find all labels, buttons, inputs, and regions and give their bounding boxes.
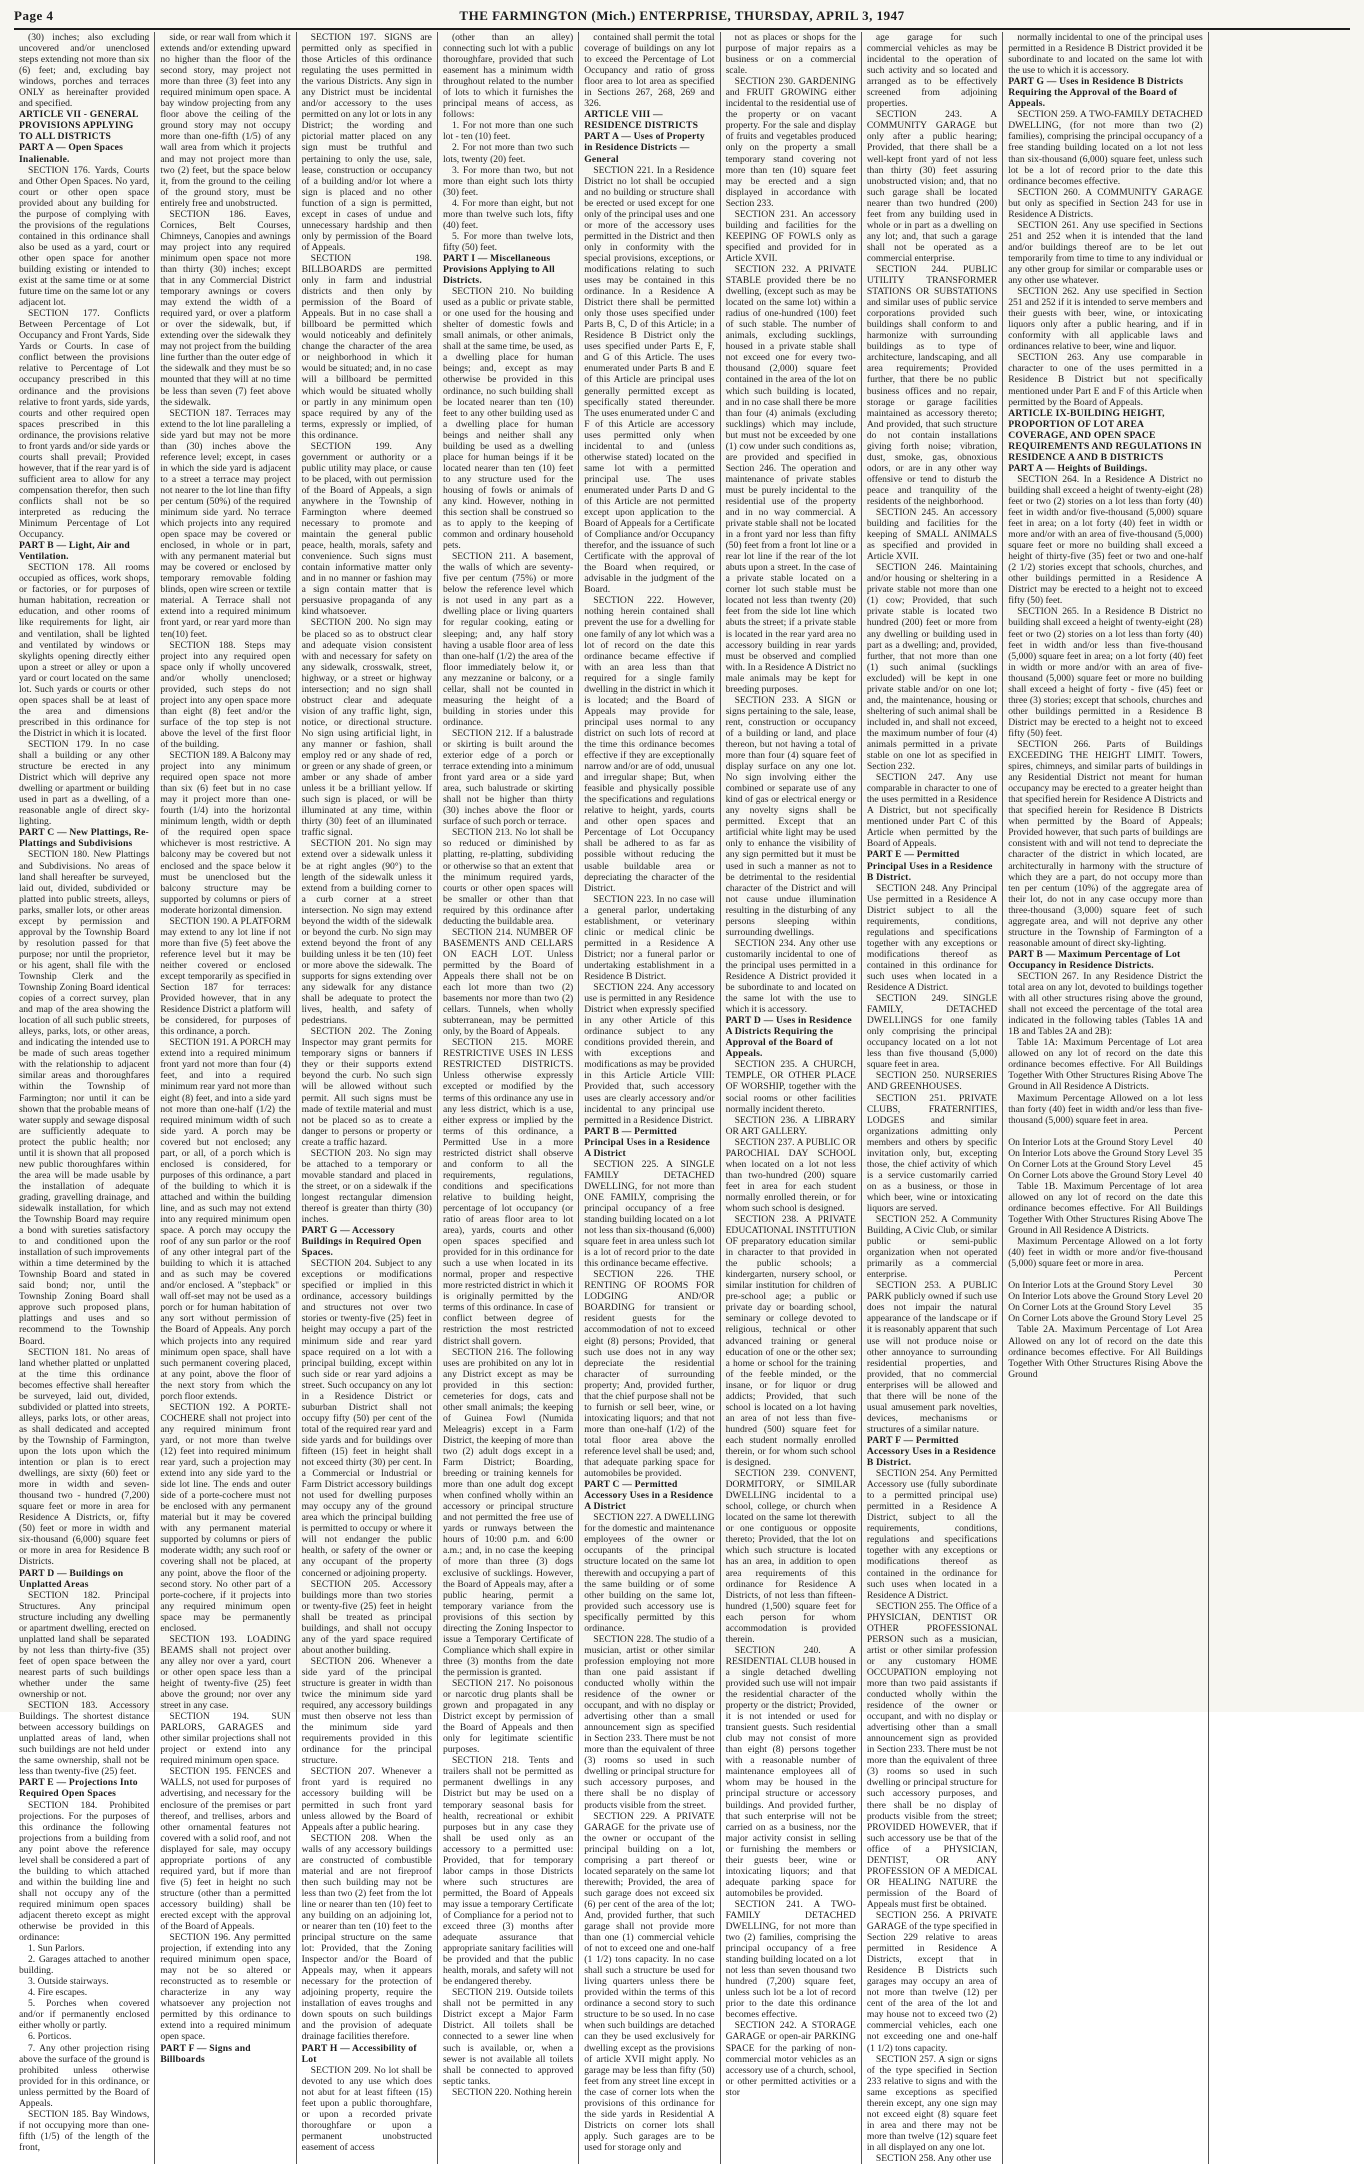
paragraph: SECTION 260. A COMMUNITY GARAGE but only as specified in Section 243 for use in Residence A Districts. [1008,186,1203,220]
paragraph: SECTION 177. Conflicts Between Percentage of Lot Occupancy and Front Yards, Side Yards or Courts. In case of conflict between the provisions relative to Percentage of Lot occupancy prescribed in this ordinance and the provisions relative to front yards, side yards, courts and other required open spaces prescribed in this ordinance, the provisions relative to front yards and/or side yards or courts shall prevail; Provided however, that if the rear yard is of sufficient area to allow for any compensation therefor, then such conflicts shall not be so interpreted as reducing the Minimum Percentage of Lot Occupancy. [19,308,150,541]
section-heading: PART B — Light, Air and Ventilation. [19,540,130,563]
paragraph: SECTION 255. The Office of a PHYSICIAN, DENTIST OR OTHER PROFESSIONAL PERSON such as a musician, artist or other similar profession or any customary HOME OCCUPATION employing not more than two paid assistants if conducted wholly within the residence of the owner or occupant, and with no display or advertising other than a small announcement sign as provided in Section 233. There must be not more than the equivalent of three (3) rooms so used in such dwelling or principal structure for such accessory purposes, and there shall be no display of products visible from the street; PROVIDED HOWEVER, that if such accessory use be that of the office of a PHYSICIAN, DENTIST, OR ANY PROFESSION OF A MEDICAL OR HEALING NATURE the permission of the Board of Appeals must first be obtained. [866,1600,998,1910]
table-row-value: 25 [1193,1313,1203,1325]
paragraph: SECTION 251. PRIVATE CLUBS, FRATERNITIES, LODGES and similar organizations admitting only members and others by specific invitation only, but, excepting those, the chief activity of which is a service customarily carried on as a business, or those in which beer, wine or intoxicating liquors are served. [866,1092,998,1214]
paragraph: SECTION 193. LOADING BEAMS shall not project over any alley nor over a yard, court or other open space less than a height of twenty-five (25) feet above the ground; nor over any street in any case. [160,1633,291,1712]
section-heading: PART A — Open Spaces Inalienable. [19,142,124,165]
table-row [1008,1291,1203,1302]
table-row [1008,1170,1203,1181]
paragraph: SECTION 228. The studio of a musician, artist or other similar profession employing not more than one paid assistant if conducted wholly within the residence of the owner or occupant, and with no display or advertising other than a small announcement sign as specified in Section 233. There must be not more than the equivalent of three (3) rooms so used in such dwelling or principal structure for such accessory purposes, and there shall be no display of products visible from the street. [584,1633,715,1811]
table-row [1008,1280,1203,1291]
table-row-label: On Interior Lots at the Ground Story Level [1008,1280,1174,1292]
paragraph: SECTION 192. A PORTE-COCHERE shall not project into any required minimum front yard, or not more than twelve (12) feet into required minimum rear yard, such a projection may extend into any side yard to the side lot line. The ends and outer side of a porte-cochere must not be enclosed with any permanent material but it may be covered with any permanent material supported by columns or piers of moderate width; any such roof or covering shall not be placed, at any point, above the floor of the second story. No other part of a porte-cochere, if it projects into any required minimum open space may be permanently enclosed. [160,1401,291,1634]
paragraph: SECTION 176. Yards, Courts and Other Open Spaces. No yard, court or other open space provided about any building for the purpose of complying with the provisions of the regulations contained in this ordinance shall also be used as a yard, court or other open space for another building existing or intended to exist at the same time or at some future time on the same lot or any adjacent lot. [19,164,150,309]
paragraph: SECTION 233. A SIGN or signs pertaining to the sale, lease, rent, construction or occupancy of a building or land, and place thereon, but not having a total of more than four (4) square feet of display surface on any one lot. No sign involving either the combined or separate use of any kind of gas or electrical energy or any novelty signs shall be permitted. Except that an artificial white light may be used only to enhance the visibility of any sign permitted but it must be used in such a manner as not to be detrimental to the residential character of the District and will not cause undue illumination resulting in the disturbing of any persons sleeping within surrounding dwellings. [725,694,856,938]
table-row [1008,1313,1203,1324]
paragraph: Maximum Percentage Allowed on a lot forty (40) feet in width or more and/or five-thousand (5,000) square feet or more in area. [1008,1236,1203,1270]
section-heading: PART B — Permitted Principal Uses in a Residence A District [584,1125,710,1159]
paragraph: SECTION 202. The Zoning Inspector may grant permits for temporary signs or banners if they or their supports extend beyond the curb. No such sign will be allowed without such permit. All such signs must be made of textile material and must not be placed so as to create a danger to persons or property or create a traffic hazard. [301,1026,432,1148]
table-column-title: Percent [1173,1125,1203,1137]
column-7 [862,32,1003,2164]
paragraph: SECTION 234. Any other use customarily incidental to one of the principal uses permitted in a Residence A District provided it be subordinate to and located on the same lot with the use to which it is accessory. [725,937,856,1016]
table-row-value: 35 [1193,1147,1203,1159]
section-heading: ARTICLE VIII — RESIDENCE DISTRICTS [584,109,699,132]
paragraph: SECTION 190. A PLATFORM may extend to any lot line if not more than five (5) feet above the reference level but it may be neither covered or enclosed except temporarily as specified in Section 187 for terraces: Provided however, that in any Residence District a platform will be considered, for purposes of this ordinance, a porch. [160,915,291,1038]
table-row [1008,1148,1203,1159]
section-heading: PART G — Uses in Residence B Districts Requiring the Approval of the Board of Appeals. [1008,76,1184,110]
paragraph: SECTION 189. A Balcony may project into any minimum required open space not more than six (6) feet but in no case may it project more than one-fourth (1/4) into the horizontal minimum length, width or depth of the required open space whichever is most restrictive. A balcony may be covered but not enclosed and the space below it must be unenclosed but the balcony structure may be supported by columns or piers of moderate horizontal dimension. [160,750,291,916]
section-heading: PART G — Accessory Buildings in Required Open Spaces. [301,1225,422,1259]
paragraph: SECTION 264. In a Residence A District no building shall exceed a height of twenty-eight (28) feet or two (2) stories on a lot less than forty (40) feet in width and/or five-thousand (5,000) square feet in area; on a lot forty (40) feet in width or more and/or with an area of five-thousand (5,000) square feet or more no building shall exceed a height of thirty-five (35) feet or two and one-half (2 1/2) stories except that schools, churches, and other buildings permitted in a Residence A District may be erected to a height not to exceed fifty (50) feet. [1008,473,1203,607]
paragraph: SECTION 256. A PRIVATE GARAGE of the type specified in Section 229 relative to areas permitted in Residence A Districts, except that in Residence B Districts such garages may occupy an area of not more than twelve (12) per cent of the area of the lot and may house not to exceed two (2) commercial vehicles, each one not exceeding one and one-half (1 1/2) tons capacity. [866,1909,998,2054]
column-8 [1003,32,1209,2164]
paragraph: SECTION 254. Any Permitted Accessory use (fully subordinate to a permitted principal use) permitted in a Residence A District, subject to all the requirements, conditions, regulations and specifications together with any exceptions or modifications thereof as contained in the ordinance for such uses when located in a Residence A District. [866,1468,998,1601]
paragraph: 5. For more than twelve lots, fifty (50) feet. [442,230,574,253]
table-row-label: On Corner Lots at the Ground Story Level [1008,1302,1171,1314]
column-3 [297,32,438,2164]
paragraph: 7. Any other projection rising above the surface of the ground is prohibited unless otherwise provided for in this ordinance, or unless permitted by the Board of Appeals. [19,2042,150,2109]
table-row-value: 40 [1193,1169,1203,1181]
paragraph: SECTION 218. Tents and trailers shall not be permitted as permanent dwellings in any District but may be used on a temporary seasonal basis for health, recreational or exhibit purposes but in any case they shall be used only as an accessory to a permitted use: Provided, that for temporary labor camps in those Districts where such structures are permitted, the Board of Appeals may issue a temporary Certificate of Compliance for a period not to exceed three (3) months after adequate assurance that appropriate sanitary facilities will be provided and that the public health, morals, and safety will not be endangered thereby. [442,1755,574,1988]
paragraph: SECTION 258. Any other use [875,2153,992,2164]
table-row-value: 35 [1193,1302,1203,1314]
paragraph: Table 2A. Maximum Percentage of Lot Area Allowed on any lot of record on the date this ordinance becomes effective. For All Buildings Together With Other Structures Rising Above the Ground [1008,1324,1203,1380]
paragraph: SECTION 222. However, nothing herein contained shall prevent the use for a dwelling for one family of any lot which was a lot of record on the date this ordinance became effective if with an area less than that required for a single family dwelling in the district in which it is located; and the Board of Appeals may provide for principal uses normal to any district on such lots of record at the time this ordinance becomes effective if they are exceptionally narrow and/or are of odd, unusual and irregular shape; But, when feasible and physically possible the specifications and regulations relative to height, yards, courts and other open spaces and Percentage of Lot Occupancy shall be adhered to as far as possible without reducing the usable buildable area or depreciating the character of the District. [584,595,715,894]
table-row-label: On Corner Lots at the Ground Story Level [1008,1158,1171,1170]
dateline: THE FARMINGTON (Mich.) ENTERPRISE, THURSDAY, APRIL 3, 1947 [459,8,905,23]
column-6 [721,32,862,2164]
paragraph: SECTION 257. A sign or signs of the type specified in Section 233 relative to signs and with the same exceptions as specified therein except, any one sign may not exceed eight (8) square feet in area and there may not be more than twelve (12) square feet in all displayed on any one lot. [866,2053,998,2153]
paragraph: SECTION 215. MORE RESTRICTIVE USES IN LESS RESTRICTED DISTRICTS. Unless otherwise expressly excepted or modified by the terms of this ordinance any use in any less district, which is a use, either express or implied by the terms of this ordinance, a Permitted Use in a more restricted district shall observe and conform to all the requirements, regulations, conditions and specifications relative to building height, percentage of lot occupancy (or ratio of areas floor area to lot area), yards, courts and other open spaces specified and provided for in this ordinance for such a use when located in its normal, proper and respective more restricted district in which it is originally permitted by the terms of this ordinance. In case of conflict between degree of restriction the most restricted district shall govern. [442,1037,574,1347]
paragraph: SECTION 231. An accessory building and facilities for the KEEPING OF FOWLS only as specified and provided for in Article XVII. [725,208,856,264]
paragraph: side, or rear wall from which it extends and/or extending upward no higher than the floor of the second story, may project not more than three (3) feet into any required minimum open space. A bay window projecting from any floor above the ceiling of the ground story may not occupy more than one-fifth (1/5) of any wall area from which it projects and may not project more than two (2) feet, but the space below it, from the ground to the ceiling of the ground story, must be entirely free and unobstructed. [160,32,291,209]
paragraph: 3. Outside stairways. [28,1976,109,1988]
paragraph: SECTION 244. PUBLIC UTILITY TRANSFORMER STATIONS OR SUBSTATIONS and similar uses of public service corporations provided such buildings shall conform to and harmonize with surrounding buildings as to type of architecture, landscaping, and all area requirements; Provided further, that there be no public business offices and no repair, storage or garage facilities maintained as accessory thereto; And provided, that such structure do not contain installations giving forth noise; vibration, dust, smoke, gas, obnoxious odors, or are in any other way offensive or tend to disturb the peace and tranquility of the residents of the neighborhood. [866,263,998,507]
paragraph: SECTION 223. In no case will a general parlor, undertaking establishment, or veterinary clinic or medical clinic be permitted in a Residence A District; nor a funeral parlor or undertaking establishment in a Residence B District. [584,893,715,982]
paragraph: SECTION 220. Nothing herein [451,2086,572,2098]
paragraph: SECTION 243. A COMMUNITY GARAGE but only after a public hearing; Provided, that there shall be a well-kept front yard of not less than thirty (30) feet assuring unobstructed vision; and, that no such garage shall be located nearer than two hundred (200) feet from any building used in whole or in part as a dwelling on any lot; and, that such a garage shall not be operated as a commercial enterprise. [866,109,998,264]
paragraph: SECTION 181. No areas of land whether platted or unplatted at the time this ordinance becomes effective shall hereafter be surveyed, laid out, divided, subdivided or platted into streets, alleys, parks lots, or other areas, as shall dedicated and accepted by the Township of Farmington, upon the lots upon which the intention or plan is to erect dwellings, are sixty (60) feet or more in width and seven-thousand two - hundred (7,200) square feet or more in area for Residence A Districts, or, fifty (50) feet or more in width and six-thousand (6,000) square feet or more in area for Residence B Districts. [19,1346,150,1568]
section-heading: PART I — Miscellaneous Provisions Applying to All Districts. [442,252,555,287]
paragraph: SECTION 266. Parts of Buildings EXCEEDING THE HEIGHT LIMIT. Towers, spires, chimneys, and similar parts of buildings in any Residential District not meant for human occupancy may be erected to a greater height than that specified herein for Residence A Districts and that specified herein for Residence B Districts when permitted by the Board of Appeals; Provided however, that such parts of buildings are consistent with and will not tend to depreciate the character of the district in which located, are architecturally in harmony with the structure of which they are a part, do not occupy more than ten per centum (10%) of the aggregate area of their lot, do not in any case occupy more than three-thousand (3,000) square feet of such aggregate area, and will not deprive any other structure in the Township of Farmington of a reasonable amount of direct sky-lighting. [1008,739,1203,949]
paragraph: SECTION 240. A RESIDENTIAL CLUB housed in a single detached dwelling provided such use will not impair the residential character of the property or the district; Provided, it is not intended or used for transient guests. Such residential club may not consist of more than eight (8) persons together with a reasonable number of maintenance employees all of whom may be housed in the principal structure or accessory buildings. And provided further, that such enterprise will not be carried on as a business, nor the major activity consist in selling or furnishing the members or their guests beer, wine or intoxicating liquors; and that adequate parking space for automobiles be provided. [725,1644,856,1899]
paragraph: 2. Garages attached to another building. [19,1954,150,1977]
paragraph: 4. Fire escapes. [28,1987,88,1999]
paragraph: 4. For more than eight, but not more than twelve such lots, fifty (40) feet. [442,197,574,231]
paragraph: SECTION 227. A DWELLING for the domestic and maintenance employees of the owner or occupants of the principal structure located on the same lot therewith and occupying a part of the same building or of some other building on the same lot, provided such accessory use is specifically permitted by this ordinance. [584,1512,715,1634]
paragraph: SECTION 262. Any use specified in Section 251 and 252 if it is intended to serve members and their guests with beer, wine, or intoxicating liquors only after a public hearing, and if in conformity with all applicable laws and ordinances relative to beer, wine and liquor. [1008,286,1203,353]
table-row-label: On Interior Lots above the Ground Story Level [1008,1147,1190,1159]
paragraph: 6. Porticos. [28,2031,72,2043]
section-heading: PART F — Permitted Accessory Uses in a Residence B District. [866,1434,996,1469]
paragraph: SECTION 195. FENCES and WALLS, not used for purposes of advertising, and necessary for the enclosure of the premises or part thereof, and trellises, arbors and other ornamental features not covered with a solid roof, and not displayed for sale, may occupy appropriate portions of any required yard, but if more than five (5) feet in height no such structure (other than a permitted accessory building) shall be erected except with the approval of the Board of Appeals. [160,1766,291,1933]
paragraph: 1. For not more than one such lot - ten (10) feet. [442,120,574,143]
paragraph: 1. Sun Parlors. [28,1943,85,1955]
paragraph: 2. For not more than two such lots, twenty (20) feet. [442,142,574,165]
table-row-value: 30 [1193,1280,1203,1292]
paragraph: SECTION 216. The following uses are prohibited on any lot in any District except as may be provided in this section: cemeteries for dogs, cats and other small animals; the keeping of Guinea Fowl (Numida Meleagris) except in a Farm District, the keeping of more than two (2) adult dogs except in a Farm District; Boarding, breeding or training kennels for more than one adult dog except when confined wholly within an accessory or principal structure and not permitted the free use of yards or runways between the hours of 10:00 p.m. and 6:00 a.m.; and, in no case the keeping of more than three (3) dogs exclusive of sucklings. However, the Board of Appeals may, after a public hearing, permit a temporary variance from the provisions of this section by directing the Zoning Inspector to issue a Temporary Certificate of Compliance which shall expire in three (3) months from the date the permission is granted. [442,1346,574,1678]
paragraph: SECTION 242. A STORAGE GARAGE or open-air PARKING SPACE for the parking of non-commercial motor vehicles as an accessory use of a church, school, or other permitted activities or a stor [725,2020,856,2098]
paragraph: SECTION 253. A PUBLIC PARK publicly owned if such use does not impair the natural appearance of the landscape or if it is reasonably apparent that such use will not produce noise or other annoyance to surrounding residential properties, and provided, that no commercial enterprises will be allowed and that there will be none of the usual amusement park novelties, devices, mechanisms or structures of a similar nature. [866,1280,998,1435]
paragraph: SECTION 252. A Community Building, A Civic Club, or similar public or semi-public organization when not operated primarily as a commercial enterprise. [866,1214,998,1281]
masthead [14,6,1350,30]
section-heading: PART A — Uses of Property in Residence Districts — General [584,131,705,165]
paragraph: age garage for such commercial vehicles as may be incidental to the operation of such activity and so located and arranged as to be effectively screened from adjoining properties. [866,32,998,110]
table-row [1008,1302,1203,1313]
paragraph: SECTION 210. No building used as a public or private stable, or one used for the housing and shelter of domestic fowls and small animals, or other animals, shall at the same time, be used, as a dwelling place for human beings; and, except as may otherwise be provided in this ordinance, no such building shall be located nearer than ten (10) feet to any other building used as a dwelling place for human beings and neither shall any building be used as a dwelling place for human beings if it be located nearer than ten (10) feet to any structure used for the housing of fowls or animals of any kind. However, nothing in this section shall be construed so as to apply to the keeping of common and ordinary household pets. [442,286,574,552]
column-2 [155,32,296,2164]
table-row-value: 45 [1193,1158,1203,1170]
paragraph: Maximum Percentage Allowed on a lot less than forty (40) feet in width and/or less than five-thousand (5,000) square feet in area. [1008,1092,1203,1126]
paragraph: SECTION 178. All rooms occupied as offices, work shops, or factories, or for purposes of human habitation, recreation or education, and other rooms of like requirements for light, air and ventilation, shall be lighted and ventilated by windows or skylights opening directly either upon a street or alley or upon a yard or court located on the same lot. Such yards or courts or other open spaces shall be at least of the area and dimensions prescribed in this ordinance for the District in which it is located. [19,562,150,739]
table-row-value: 40 [1193,1136,1203,1148]
section-heading: PART D — Buildings on Unplatted Areas [19,1567,124,1590]
paragraph: SECTION 198. BILLBOARDS are permitted only in farm and industrial districts and then only by permission of the Board of Appeals. But in no case shall a billboard be permitted which would noticeably and definitely change the character of the area or neighborhood in which it would be situated; and, in no case will a billboard be permitted which would be situated wholly or partly in any minimum open space required by any of the terms, expressly or implied, of this ordinance. [301,252,432,441]
table-row-label: On Corner Lots above the Ground Story Level [1008,1169,1187,1181]
section-heading: ARTICLE IX-BUILDING HEIGHT, PROPORTION OF LOT AREA COVERAGE, AND OPEN SPACE REQUIREMENTS AND REGULATIONS IN RESIDENCE A AND B DISTRICTS [1008,407,1202,463]
paragraph: SECTION 208. When the walls of any accessory buildings are constructed of combustible material and are not fireproof then such building may not be less than two (2) feet from the lot line or nearer than ten (10) feet to any building on an adjoining lot, or nearer than ten (10) feet to the principal structure on the same lot: Provided, that the Zoning Inspector and/or the Board of Appeals may, when it appears necessary for the protection of adjoining property, require the installation of eaves troughs and down spouts on such buildings and the provision of adequate drainage facilities therefore. [301,1832,432,2043]
paragraph: (other than an alley) connecting such lot with a public thoroughfare, provided that such easement has a minimum width throughout related to the number of lots to which it furnishes the principal means of access, as follows: [442,32,574,121]
table-row-label: On Corner Lots above the Ground Story Level [1008,1313,1187,1325]
paragraph: SECTION 184. Prohibited projections. For the purposes of this ordinance the following projections from a building from any point above the reference level shall be considered a part of the building to which attached and within the building line and shall not occupy any of the required minimum open spaces adjacent thereto except as might otherwise be provided in this ordinance: [19,1799,150,1944]
paragraph: SECTION 197. SIGNS are permitted only as specified in those Articles of this ordinance regulating the uses permitted in the various Districts. Any sign in any District must be incidental and/or accessory to the uses permitted on any lot or lots in any District; the wording and pictorial matter placed on any sign must be truthful and pertaining to only the use, sale, lease, construction or occupancy of a building and/or lot where a sign is placed and no other function of a sign is permitted, except in cases of undue and unnecessary hardship and then only by permission of the Board of Appeals. [301,32,432,253]
paragraph: SECTION 221. In a Residence District no lot shall be occupied and no building or structure shall be erected or used except for one only of the principal uses and one or more of the accessory uses permitted in the District and then only in conformity with the special provisions, exceptions, or modifications relating to such uses may be contained in this ordinance. In a Residence A District there shall be permitted only those uses specified under Parts B, C, D of this Article; in a Residence B District only the uses specified under Parts E, F, and G of this Article. The uses enumerated under Parts B and E of this Article are principal uses generally permitted except as specifically stated thereunder. The uses enumerated under C and F of this Article are accessory uses permitted only when incidental to and (unless otherwise stated) located on the same lot with a permitted principal use. The uses enumerated under Parts D and G of this Article are not permitted except upon application to the Board of Appeals for a Certificate of Compliance and/or Occupancy therefor, and the issuance of such Certificate with the approval of the Board when required, or advisable in the judgment of the Board. [584,164,715,596]
paragraph: SECTION 182. Principal Structures. Any principal structure including any dwelling or apartment dwelling, erected on unplatted land shall be separated by not less than thirty-five (35) feet of open space between the nearest parts of such buildings whether under the same ownership or not. [19,1589,150,1701]
paragraph: SECTION 238. A PRIVATE EDUCATIONAL INSTITUTION OF preparatory education similar in character to that provided in the public schools; a kindergarten, nursery school, or similar institution for children of pre-school age; a public or private day or boarding school, seminary or college devoted to religious, technical or other advanced training or general education of one or the other sex; a home or school for the training of the feeble minded, or the insane, or for liquor or drug addicts; Provided, that such school is located on a lot having an area of not less than five-hundred (500) square feet for each student normally enrolled therein, or for whom such school is designed. [725,1214,856,1469]
paragraph: SECTION 259. A TWO-FAMILY DETACHED DWELLING, (for not more than two (2) families), comprising the principal occupancy of a free standing building located on a lot not less than six-thousand (6,000) square feet, unless such lot be a lot of record prior to the date this ordinance becomes effective. [1008,109,1203,187]
paragraph: SECTION 209. No lot shall be devoted to any use which does not abut for at least fifteen (15) feet upon a public thoroughfare, or upon a recorded private thoroughfare or upon a permanent unobstructed easement of access [301,2064,432,2153]
paragraph: SECTION 187. Terraces may extend to the lot line paralleling a side yard but may not be more than (30) inches above the reference level; except, in cases in which the side yard is adjacent to a street a terrace may project not nearer to the lot line than fifty per centum (50%) of the required minimum side yard. No terrace which projects into any required open space may be covered or enclosed, in whole or in part, with any permanent material but may be covered or enclosed by temporary removable folding blinds, open wire screen or textile material. A Terrace shall not extend into a required minimum front yard, or rear yard more than ten(10) feet. [160,407,291,640]
column-4 [438,32,579,2164]
section-heading: PART H — Accessibility of Lot [301,2042,417,2065]
paragraph: SECTION 226. THE RENTING OF ROOMS FOR LODGING AND/OR BOARDING for transient or resident guests for the accommodation of not to exceed eight (8) persons; Provided, that such use does not in any way depreciate the residential character of surrounding property; And, provided further, that the chief purpose shall not be to furnish or sell beer, wine, or intoxicating liquors; and that not more than one-half (1/2) of the total floor area above the reference level shall be used; and, that adequate parking space for automobiles be provided. [584,1269,715,1480]
paragraph: SECTION 217. No poisonous or narcotic drug plants shall be grown and propagated in any District except by permission of the Board of Appeals and then only for legitimate scientific purposes. [442,1677,574,1756]
page-number: Page 4 [14,8,54,23]
paragraph: SECTION 213. No lot shall be so reduced or diminished by platting, re-platting, subdividing or otherwise so that an extent that the minimum required yards, courts or other open spaces will be smaller or other than that required by this ordinance after deducting the buildable area. [442,827,574,927]
section-heading: ARTICLE VII - GENERAL PROVISIONS APPLYING TO ALL DISTRICTS [19,109,139,143]
paragraph: SECTION 207. Whenever a front yard is required no accessory building will be permitted in such front yard unless allowed by the Board of Appeals after a public hearing. [301,1766,432,1833]
column-9 [1209,32,1350,2164]
paragraph: SECTION 206. Whenever a side yard of the principal structure is greater in width than twice the minimum side yard required, any accessory buildings must then observe not less than the minimum side yard requirements provided in this ordinance for the principal structure. [301,1655,432,1767]
paragraph: SECTION 236. A LIBRARY OR ART GALLERY. [725,1114,856,1137]
paragraph: normally incidental to one of the principal uses permitted in a Residence B District provided it be subordinate to and located on the same lot with the use to which it is accessory. [1008,32,1203,77]
table-row-value: 20 [1193,1291,1203,1303]
paragraph: SECTION 241. A TWO-FAMILY DETACHED DWELLING, for not more than two (2) families, comprising the principal occupancy of a free standing building located on a lot not less than seven thousand two hundred (7,200) square feet, unless such lot be a lot of record prior to the date this ordinance becomes effective. [725,1898,856,2021]
paragraph: SECTION 201. No sign may extend over a sidewalk unless it be at right angles (90°) to the length of the sidewalk unless it extend from a building corner to a curb corner at a street intersection. No sign may extend beyond the width of the sidewalk or beyond the curb. No sign may extend beyond the front of any building unless it be ten (10) feet or more above the sidewalk. The supports for signs extending over any sidewalk for any distance shall be adequate to protect the lives, health, and safety of pedestrians. [301,838,432,1027]
text-columns [14,32,1350,2164]
paragraph: SECTION 239. CONVENT, DORMITORY, or SIMILAR DWELLING incidental to a school, college, or church when located on the same lot therewith or one contiguous or opposite thereto; Provided, that the lot on which such structure is located has an area, in addition to open area requirements of this ordinance for Residence A Districts, of not less than fifteen-hundred (1,500) square feet for each person for whom accommodation is provided therein. [725,1468,856,1645]
paragraph: SECTION 263. Any use comparable in character to one of the uses permitted in a Residence B District but not specifically mentioned under Part E and F of this Article when permitted by the Board of Appeals. [1008,352,1203,408]
paragraph: SECTION 248. Any Principal Use permitted in a Residence A District subject to all the requirements, conditions, regulations and specifications together with any exceptions or modifications thereof as contained in this ordinance for such uses when located in a Residence A District. [866,882,998,994]
paragraph: SECTION 250. NURSERIES AND GREENHOUSES. [866,1070,998,1093]
paragraph: SECTION 194. SUN PARLORS, GARAGES and other similar projections shall not project or extend into any required minimum open space. [160,1711,291,1767]
paragraph: 5. Porches when covered and/or if permanently enclosed either wholly or partly. [19,1998,150,2032]
paragraph: contained shall permit the total coverage of buildings on any lot to exceed the Percentage of Lot Occupancy and ratio of gross floor area to lot area as specified in Sections 267, 268, 269 and 326. [584,32,715,110]
table-row [1008,1137,1203,1148]
column-1 [14,32,155,2164]
paragraph: SECTION 186. Eaves, Cornices, Belt Courses, Chimneys, Canopies and awnings may project into any required minimum open space not more than thirty (30) inches; except that in any Commercial District temporary awnings or covers may extend the width of a required yard, or over a platform or over the sidewalk, but, if extending over the sidewalk they may not project from the building line further than the outer edge of the sidewalk and they must be so mounted that they will at no time be less than seven (7) feet above the sidewalk. [160,208,291,408]
paragraph: SECTION 247. Any use comparable in character to one of the uses permitted in a Residence A District, but not specifically mentioned under Part C of this Article when permitted by the Board of Appeals. [866,772,998,850]
section-heading: PART C — New Plattings, Re-Plattings and Subdivisions [19,827,149,850]
paragraph: SECTION 200. No sign may be placed so as to obstruct clear and adequate vision consistent with and necessary for safety on any sidewalk, crosswalk, street, highway, or a street or highway intersection; and no sign shall obstruct clear and adequate vision of any traffic light, sign, notice, or directional structure. No sign using artificial light, in any manner or fashion, shall employ red or any shade of red, or green or any shade of green, or amber or any shade of amber unless it be a brilliant yellow. If such sign is placed, or will be illuminated at any time, within thirty (30) feet of an illuminated traffic signal. [301,617,432,839]
paragraph: SECTION 188. Steps may project into any required open space only if wholly uncovered and/or wholly unenclosed; provided, such steps do not project into any open space more than eight (8) feet and/or the surface of the top step is not above the level of the first floor of the building. [160,639,291,750]
paragraph: SECTION 205. Accessory buildings more than two stories or twenty-five (25) feet in height shall be treated as principal buildings, and shall not occupy any of the yard space required about another building. [301,1578,432,1656]
paragraph: SECTION 267. In any Residence District the total area on any lot, devoted to buildings together with all other structures rising above the ground, shall not exceed the percentage of the total area indicated in the following tables (Tables 1A and 1B and Tables 2A and 2B): [1008,970,1203,1038]
paragraph: SECTION 246. Maintaining and/or housing or sheltering in a private stable not more than one (1) cow; Provided, that such private stable is located two hundred (200) feet or more from any dwelling or building used in part as a dwelling; and, provided, further, that not more than one (1) such animal (sucklings excluded) will be kept in one private stable and/or on one lot; and, the maintenance, housing or sheltering of such animal shall be included in, and shall not exceed, the maximum number of four (4) animals permitted in a private stable on one lot as specified in Section 232. [866,562,998,773]
section-heading: PART C — Permitted Accessory Uses in a Residence A District [584,1479,714,1513]
section-heading: PART A — Heights of Buildings. [1008,462,1148,474]
paragraph: Table 1B. Maximum Percentage of lot area allowed on any lot of record on the date this ordinance becomes effective. For All Buildings Together With Other Structures Rising Above The Ground in All Residence A Districts. [1008,1180,1203,1237]
paragraph: SECTION 185. Bay Windows, if not occupying more than one-fifth (1/5) of the length of the front, [19,2108,150,2153]
paragraph: SECTION 237. A PUBLIC OR PAROCHIAL DAY SCHOOL when located on a lot not less than two-hundred (200) square feet in area for each student normally enrolled therein, or for whom such school is designed. [725,1136,856,1214]
paragraph: SECTION 261. Any use specified in Sections 251 and 252 when it is intended that the land and/or buildings thereof are to be let out temporarily from time to time to any individual or any other group for similar or comparable uses or any other use whatever. [1008,219,1203,287]
paragraph: 3. For more than two, but not more than eight such lots thirty (30) feet. [442,164,574,198]
section-heading: PART E — Projections Into Required Open Spaces [19,1777,138,1800]
paragraph: SECTION 214. NUMBER OF BASEMENTS AND CELLARS ON EACH LOT. Unless permitted by the Board of Appeals there shall not be on each lot more than two (2) basements nor more than two (2) cellars. Tunnels, when wholly subterranean, may be permitted only, by the Board of Appeals. [442,926,574,1038]
section-heading: PART F — Signs and Billboards [160,2042,251,2065]
table-row [1008,1159,1203,1170]
paragraph: SECTION 232. A PRIVATE STABLE provided there be no dwelling, (except such as may be located on the same lot) within a radius of one-hundred (100) feet of such stable. The number of animals, excluding sucklings, housed in a private stable shall not exceed one for every two-thousand (2,000) square feet contained in the area of the lot on which such building is located, and in no case shall there be more than four (4) animals (excluding sucklings) which may include, but must not be exceeded by one (1) cow under such conditions as, are provided and specified in Section 246. The operation and maintenance of private stables must be purely incidental to the residential use of the property and in no way commercial. A private stable shall not be located in a front yard nor less than fifty (50) feet from a front lot line or a rear lot line if the rear of the lot abuts upon a street. In the case of a private stable located on a corner lot such stable must be located not less than twenty (20) feet from the side lot line which abuts the street; if a private stable is located in the rear yard area no accessory building in rear yards must be observed and complied with. In a Residence A District no male animals may be kept for breeding purposes. [725,263,856,695]
paragraph: SECTION 235. A CHURCH, TEMPLE, OR OTHER PLACE OF WORSHIP, together with the social rooms or other facilities normally incident thereto. [725,1059,856,1115]
section-heading: PART D — Uses in Residence A Districts Requiring the Approval of the Board of Appeals. [725,1015,852,1060]
paragraph: SECTION 191. A PORCH may extend into a required minimum front yard not more than four (4) feet, and into a required minimum rear yard not more than eight (8) feet, and into a side yard not more than one-half (1/2) the required minimum width of such side yard. A porch may be covered but not enclosed; any part, or all, of a porch which is enclosed is considered, for purposes of this ordinance, a part of the building to which it is attached and within the building line, and as such may not extend into any required minimum open space. A porch may occupy the roof of any sun parlor or the roof of any other integral part of the building to which it is attached and as such may be covered and/or enclosed. A "stepback" or wall off-set may not be used as a porch or for human habitation of any sort without permission of the Board of Appeals. Any porch which projects into any required minimum open space, shall have such permanent covering placed, at any point, above the floor of the next story from which the porch floor extends. [160,1037,291,1402]
table-column-title: Percent [1173,1269,1203,1281]
paragraph: SECTION 199. Any government or authority or a public utility may place, or cause to be placed, with out permission of the Board of Appeals, a sign anywhere in the Township of Farmington where deemed necessary to promote and maintain the general public peace, health, morals, safety and convenience. Such signs must contain informative matter only and in no manner or fashion may a sign contain matter that is persuasive propaganda of any kind whatsoever. [301,440,432,618]
table-row-label: On Interior Lots above the Ground Story Level [1008,1291,1190,1303]
paragraph: SECTION 180. New Plattings and Subdivisions. No areas of land shall hereafter be surveyed, laid out, divided, subdivided or platted into public streets, alleys, parks, smaller lots, or other areas except by permission and approval by the Township Board by resolution passed for that purpose; nor until the proprietor, or his agent, shall file with the Township Clerk and the Township Zoning Board identical copies of a correct survey, plan and map of the area showing the location of all such public streets, alleys, parks, lots, or other areas, and indicating the intended use to be made of such areas together with the relationship to adjacent similar areas and thoroughfares within the Township of Farmington; nor until it can be shown that the probable means of water supply and sewage disposal are sufficiently adequate to protect the public health; nor until it is shown that all proposed new public thoroughfares within the area will be made usable by the installation of adequate grading, gravelling drainage, and sidewalk installation, for which the Township Board may require a bond with sureties satisfactory to and conditioned upon the installation of such improvements within a time determined by the Township Board and stated in said bond; nor, until the Township Zoning Board shall approve such proposed plans, plattings and uses and so recommend to the Township Board. [19,849,150,1347]
paragraph: SECTION 230. GARDENING and FRUIT GROWING either incidental to the residential use of the property or on vacant property. For the sale and display of fruits and vegetables produced only on the property a small temporary stand covering not more than ten (10) square feet may be erected and a sign displayed in accordance with Section 233. [725,76,856,209]
paragraph: SECTION 183. Accessory Buildings. The shortest distance between accessory buildings on unplatted areas of land, when such buildings are not held under the same ownership, shall not be less than twenty-five (25) feet. [19,1700,150,1778]
table-row-label: On Interior Lots at the Ground Story Level [1008,1136,1174,1148]
paragraph: SECTION 203. No sign may be attached to a temporary or movable standard and placed in the street, or on a sidewalk if the longest rectangular dimension thereof is greater than thirty (30) inches. [301,1147,432,1226]
column-5 [579,32,720,2164]
paragraph: SECTION 196. Any permitted projection, if extending into any required minimum open space, may not be so altered or reconstructed as to resemble or characterize in any way whatsoever any projection not permitted by this ordinance to extend into a required minimum open space. [160,1932,291,2043]
paragraph: SECTION 245. An accessory building and facilities for the keeping of SMALL ANIMALS as specified and provided in Article XVII. [866,507,998,563]
section-heading: PART B — Maximum Percentage of Lot Occupancy in Residence Districts. [1008,948,1181,971]
paragraph: SECTION 219. Outside toilets shall not be permitted in any District except a Major Farm District. All toilets shall be connected to a sewer line when such is available, or, when a sewer is not available all toilets shall be connected to approved septic tanks. [442,1987,574,2087]
paragraph: SECTION 229. A PRIVATE GARAGE for the private use of the owner or occupant of the principal building on a lot, comprising a part thereof or located separately on the same lot therewith; Provided, the area of such garage does not exceed six (6) per cent of the area of the lot; And, provided further, that such garage shall not provide more than one (1) commercial vehicle of not to exceed one and one-half (1 1/2) tons capacity. In no case shall such a structure be used for living quarters unless there be provided within the terms of this ordinance a second story to such structure to be so used. In no case when such buildings are detached can they be used exclusively for dwelling except as the provisions of article XVII might apply. No garage may be less than fifty (50) feet from any street line except in the case of corner lots when the provisions of this ordinance for the side yards in Residential A Districts on corner lots shall apply. Such garages are to be used for storage only and [584,1810,715,2153]
section-heading: PART E — Permitted Principal Uses in a Residence B District. [866,849,993,883]
paragraph: not as places or shops for the purpose of major repairs as a business or on a commercial scale. [725,32,856,77]
paragraph: SECTION 179. In no case shall a building or any other structure be erected in any District which will deprive any dwelling or apartment or building used in part as a dwelling, of a reasonable angle of direct sky-lighting. [19,739,150,828]
paragraph: SECTION 249. SINGLE FAMILY, DETACHED DWELLINGS for one family only comprising the principal occupancy located on a lot not less than five thousand (5,000) square feet in area. [866,993,998,1071]
paragraph: SECTION 211. A basement, the walls of which are seventy-five per centum (75%) or more below the reference level which is not used in any part as a dwelling place or living quarters for regular cooking, eating or sleeping; and, any half story having a usable floor area of less than one-half (1/2) the area of the floor immediately below it, or any mezzanine or balcony, or a cellar, shall not be counted in measuring the height of a building in stories under this ordinance. [442,551,574,728]
paragraph: SECTION 265. In a Residence B District no building shall exceed a height of twenty-eight (28) feet or two (2) stories on a lot less than forty (40) feet in width and/or less than five-thousand (5,000) square feet in area; on a lot forty (40) feet in width or more and/or with an area of five-thousand (5,000) square feet or more no building shall exceed a height of forty - five (45) feet or three (3) stories; except that schools, churches and other buildings permitted in a Residence B District may be erected to a height not to exceed fifty (50) feet. [1008,606,1203,739]
paragraph: SECTION 224. Any accessory use is permitted in any Residence District when expressly specified in any other Article of this ordinance subject to any conditions provided therein, and with exceptions and modifications as may be provided in this Article Article VIII: Provided that, such accessory uses are clearly accessory and/or incidental to any principal use permitted in a Residence District. [584,982,715,1126]
paragraph: (30) inches; also excluding uncovered and/or unenclosed steps extending not more than six (6) feet; and, excluding bay windows, porches and terraces ONLY as hereinafter provided and specified. [19,32,150,110]
paragraph: Table 1A: Maximum Percentage of Lot area allowed on any lot of record on the date this ordinance becomes effective. For All Buildings Together With Other Structures Rising Above The Ground in All Residence A Districts. [1008,1037,1203,1093]
paragraph: SECTION 212. If a balustrade or skirting is built around the exterior edge of a porch or terrace extending into a minimum front yard area or a side yard area, such balustrade or skirting shall not be higher than thirty (30) inches above the floor or surface of such porch or terrace. [442,727,574,828]
paragraph: SECTION 204. Subject to any exceptions or modifications specified or implied in this ordinance, accessory buildings and structures not over two stories or twenty-five (25) feet in height may occupy a part of the minimum side and rear yard space required on a lot with a principal building, except within such side or rear yard adjoins a street. Such occupancy on any lot in a Residence District or suburban District shall not occupy fifty (50) per cent of the total of the required rear yard and side yards and for buildings over fifteen (15) feet in height shall not exceed thirty (30) per cent. In a Commercial or Industrial or Farm District accessory buildings not used for dwelling purposes may occupy any of the ground area which the principal building is permitted to occupy or where it will not endanger the public health, or safety of the owner or any occupant of the property concerned or adjoining property. [301,1258,432,1579]
paragraph: SECTION 225. A SINGLE FAMILY DETACHED DWELLING, for not more than ONE FAMILY, comprising the principal occupancy of a free standing building located on a lot not less than six-thousand (6,000) square feet in area unless such lot is a lot of record prior to the date this ordinance became effective. [584,1158,715,1270]
